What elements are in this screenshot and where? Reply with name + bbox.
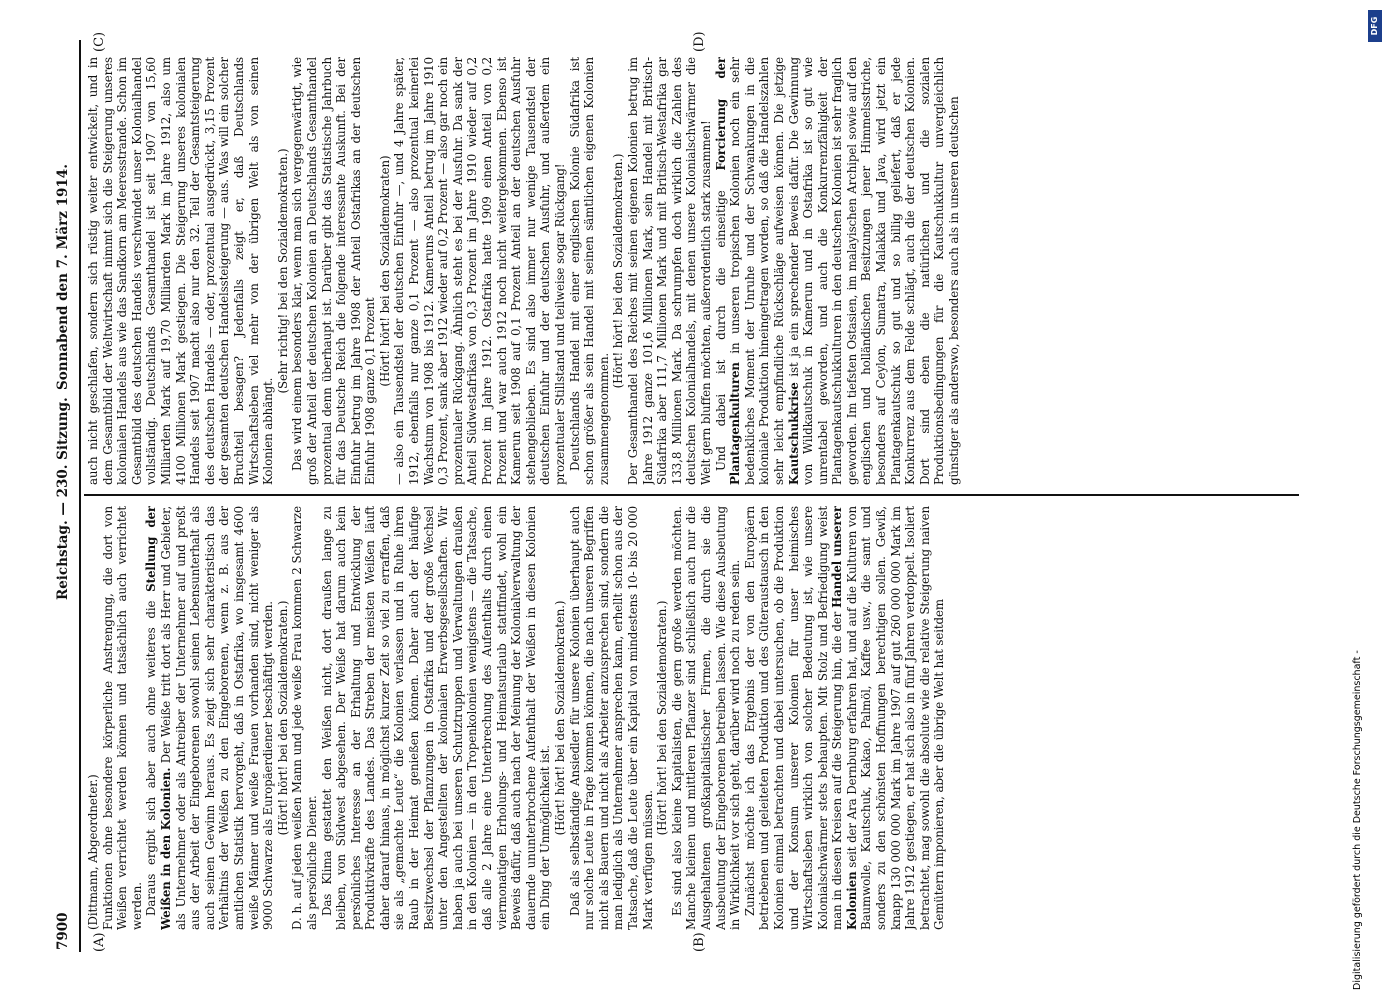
text-run: Zunächst möchte ich das Ergebnis der von den Europäern betriebenen und geleiteten Produktion und des Güteraustausch in den Kolonien einmal betrachten und dabei untersuchen, ob die Produktion und der Konsum unserer Kolonien für unser heimisches Wirtschaftsleben wirklich von solcher Bedeutung ist, wie unsere Kolonialschwärmer stets behaupten. Mit Stolz und Befriedigung weist man in diesen Kreisen auf die Steigerung hin, die der bbox=[742, 506, 845, 930]
margin-mark-d: (D) bbox=[692, 31, 707, 52]
session-title: Reichstag. — 230. Sitzung. bbox=[55, 397, 71, 600]
column-divider bbox=[84, 495, 1299, 497]
page-header bbox=[55, 40, 77, 950]
text-run: Daraus ergibt sich aber auch ohne weiteres die bbox=[144, 591, 159, 916]
paragraph bbox=[714, 57, 962, 485]
paragraph: — also ein Tausendstel der deutschen Einfuhr —, und 4 Jahre später, 1912, ebenfalls nur ganze 0,1 Prozent — also prozentual keinerlei Wachstum von 1908 bis 1912. Kameruns Anteil betrug im Jahre 1910 0,3 Prozent, sank aber 1912 wieder auf 0,2 Prozent — also gar noch ein prozentualer Rückgang. Ähnlich steht es bei der Ausfuhr. Da sank der Anteil Südwestafrikas von 0,3 Prozent im Jahre 1910 wieder auf 0,2 Prozent im Jahre 1912. Ostafrika hatte 1909 einen Anteil von 0,2 Prozent und war auch 1912 noch nicht weitergekommen. Ebenso ist Kamerun seit 1908 auf 0,1 Prozent Anteil an der deutschen Ausfuhr stehengeblieben. Es sind also immer nur wenige Tausendstel der deutschen Einfuhr und der deutschen Ausfuhr, und außerdem ein prozentualer Stillstand und teilweise sogar Rückgang! bbox=[392, 57, 567, 485]
emphasized-text: Stellung der Weißen in den Kolonien. bbox=[144, 506, 173, 930]
left-text-column bbox=[86, 506, 1298, 930]
paragraph: auch nicht geschlafen, sondern sich rüstig weiter entwickelt, und in dem Gesamtbild der Weltwirtschaft nimmt sich die Steigerung unseres kolonialen Handels aus wie das Sandkorn am Meeresstrande. Schon im Gesamtbild des deutschen Handels verschwindet unser Kolonialhandel vollständig. Deutschlands Gesamthandel ist seit 1907 von 15,60 Milliarden Mark auf 19,70 Milliarden Mark im Jahre 1912, also um 4100 Millionen Mark gestiegen. Die Steigerung unseres kolonialen Handels seit 1907 macht also nur den 32. Teil der Gesamtsteigerung des deutschen Handels — oder, prozentual ausgedrückt, 3,15 Prozent der gesamten deutschen Handelssteigerung — aus. Was will ein solcher Bruchteil besagen? Jedenfalls zeigt er, daß Deutschlands Wirtschaftsleben viel mehr von der übrigen Welt als von seinen Kolonien abhängt. bbox=[86, 57, 276, 485]
paragraph: Daß als selbständige Ansiedler für unsere Kolonien überhaupt auch nur solche Leute in Frage kommen können, die nach unseren Begriffen nicht als Bauern und nicht als Arbeiter anzusprechen sind, sondern die man lediglich als Unternehmer ansprechen kann, erhellt schon aus der Tatsache, daß die Leute über ein Kapital von mindestens 10- bis 20 000 Mark verfügen müssen. bbox=[567, 506, 655, 930]
paragraph: Das Klima gestattet den Weißen nicht, dort draußen lange zu bleiben, von Südwest abgesehen. Der Weiße hat darum auch kein persönliches Interesse an der Erhaltung und Entwicklung der Produktivkräfte des Landes. Das Streben der meisten Weißen läuft daher darauf hinaus, in möglichst kurzer Zeit so viel zu erraffen, daß sie als „gemachte Leute“ die Kolonien verlassen und in Ruhe ihren Raub in der Heimat genießen können. Daher auch der häufige Besitzwechsel der Pflanzungen in Ostafrika und der große Wechsel unter den Angestellten der kolonialen Erwerbsgesellschaften. Wir haben ja auch bei unseren Schutztruppen und Verwaltungen draußen in den Kolonien — in den Tropenkolonien wenigstens — die Tatsache, daß alle 2 Jahre eine Unterbrechung des Aufenthalts durch einen viermonatigen Erholungs- und Heimatsurlaub stattfindet, wohl ein Beweis dafür, daß auch nach der Meinung der Kolonialverwaltung der dauernde ununterbrochene Aufenthalt der Weißen in diesen Kolonien ein Ding der Unmöglichkeit ist. bbox=[319, 506, 553, 930]
session-date: Sonnabend den 7. März 1914. bbox=[55, 164, 71, 390]
text-run: ist ja ein sprechender Beweis dafür. Die Gewinnung von Wildkautschuk in Kamerun und in Ostafrika ist so gut wie unrentabel geworden, und auch die Konkurrenzfähigkeit der Plantagenkautschukkulturen in den deutschen Kolonien ist sehr fraglich geworden. Im tiefsten Ostasien, im malayischen Archipel sowie auf den englischen und holländischen Besitzungen jener Himmelsstriche, besonders auf Ceylon, Sumatra, Malakka und Java, wird jetzt ein Plantagenkautschuk so gut und so billig geliefert, daß er jede Konkurrenz aus dem Felde schlägt, auch die der deutschen Kolonien. Dort sind eben die natürlichen und die sozialen Produktionsbedingungen für die Kautschukkultur unvergleichlich günstiger als anderswo, besonders auch als in unseren deutschen bbox=[786, 57, 962, 485]
interjection: (Hört! hört! bei den Sozialdemokraten.) bbox=[611, 153, 626, 389]
text-run: Der Weiße tritt dort als Herr und Gebieter, als Unternehmer oder als Antreiber der Unternehmer auf und preßt aus der Arbeit der Eingeborenen sowohl seinen Lebensunterhalt als auch seinen Gewinn heraus. Es zeigt sich sehr charakteristisch das Verhältnis der Weißen zu den Eingeborenen, wenn z. B. aus der amtlichen Statistik hervorgeht, daß in Ostafrika, wo insgesamt 4600 weiße Männer und weiße Frauen vorhanden sind, nicht weniger als 9000 Schwarze als Europäerdiener beschäftigt werden. bbox=[158, 506, 276, 930]
interjection: (Hört! hört! bei den Sozialdemokraten.) bbox=[655, 600, 670, 836]
paragraph: D. h. auf jeden weißen Mann und jede weiße Frau kommen 2 Schwarze als persönliche Diener. bbox=[290, 506, 319, 930]
emphasized-text: Handel unserer Kolonien bbox=[830, 506, 859, 930]
right-text-column bbox=[86, 57, 1298, 485]
paragraph: Deutschlands Handel mit einer englischen Kolonie Südafrika ist schon größer als sein Handel mit seinen sämtlichen eigenen Kolonien zusammengenommen. bbox=[567, 57, 611, 485]
interjection: (Hört! hört! bei den Sozialdemokraten.) bbox=[275, 600, 290, 836]
text-run: in unseren tropischen Kolonien noch ein sehr bedenkliches Moment der Unruhe und der Schwankungen in die koloniale Produktion hineingetragen worden, so daß die Handelszahlen sehr leicht empfindliche Rückschläge aufweisen können. Die jetzige bbox=[728, 57, 786, 485]
text-run: seit der Ara Dernburg erfahren hat, und auf die Kulturen von Baumwolle, Kautschuk, Kakao, Palmöl, Kaffee usw., die samt und sonders zu den schönsten Hoffnungen berechtigen sollen. Gewiß, knapp 130 000 000 Mark im Jahre 1907 auf gut 260 000 000 Mark im Jahre 1912 gestiegen, er hat sich also in fünf Jahren verdoppelt. Isoliert betrachtet, mag sowohl die absolute wie die relative Steigerung naiven Gemütern imponieren, aber die übrige Welt hat seitdem bbox=[844, 506, 947, 930]
digitization-caption bbox=[1350, 10, 1366, 990]
paragraph bbox=[743, 506, 947, 930]
margin-mark-b: (B) bbox=[692, 932, 707, 952]
header-rule bbox=[79, 40, 81, 952]
paragraph: Der Gesamthandel des Reiches mit seinen eigenen Kolonien betrug im Jahre 1912 ganze 101,6 Millionen Mark, sein Handel mit Britisch-Südafrika aber 111,7 Millionen Mark und mit Britisch-Westafrika gar 133,8 Millionen Mark. Da schrumpfen doch wirklich die Zahlen des deutschen Kolonialhandels, mit denen unsere Kolonialschwärmer die Welt gern bluffen möchten, außerordentlich stark zusammen! bbox=[625, 57, 713, 485]
logo-text: DFG bbox=[1370, 16, 1379, 36]
paragraph: Das wird einem besonders klar, wenn man sich vergegenwärtigt, wie groß der Anteil der deutschen Kolonien an Deutschlands Gesamthandel prozentual denn überhaupt ist. Darüber gibt das Statistische Jahrbuch für das Deutsche Reich die folgende interessante Auskunft. Bei der Einfuhr betrug im Jahre 1908 der Anteil Ostafrikas an der deutschen Einfuhr 1908 ganze 0,1 Prozent bbox=[290, 57, 378, 485]
interjection: (Hört! hört! bei den Sozialdemokraten) bbox=[377, 155, 392, 387]
dfg-logo bbox=[1368, 10, 1382, 42]
margin-mark-c: (C) bbox=[92, 31, 107, 52]
text-run: Und dabei ist durch die einseitige bbox=[713, 170, 728, 471]
emphasized-text: Kautschukkrise bbox=[786, 382, 801, 485]
paragraph: (Dittmann, Abgeordneter.) bbox=[86, 774, 100, 930]
emphasized-text: Forcierung der Plantagenkulturen bbox=[713, 57, 743, 485]
margin-mark-a: (A) bbox=[92, 932, 107, 952]
paragraph: Es sind also kleine Kapitalisten, die gern große werden möchten. Manche kleinen und mittleren Pflanzer sind schließlich auch nur die Ausgehaltenen großkapitalistischer Firmen, die durch sie die Ausbeutung der Eingeborenen betreiben lassen. Wie diese Ausbeutung in Wirklichkeit vor sich geht, darüber wird noch zu reden sein. bbox=[669, 506, 743, 930]
interjection: (Hört! hört! bei den Sozialdemokraten.) bbox=[553, 600, 567, 836]
caption-text: Digitalisierung gefördert durch die Deutsche Forschungsgemeinschaft - bbox=[1352, 650, 1363, 990]
interjection: (Sehr richtig! bei den Sozialdemokraten.) bbox=[275, 148, 290, 394]
page-number: 7900 bbox=[55, 912, 71, 950]
paragraph: Funktionen ohne besondere körperliche Anstrengung, die dort von Weißen verrichtet werden können und tatsächlich auch verrichtet werden. bbox=[100, 506, 144, 930]
paragraph bbox=[144, 506, 275, 930]
